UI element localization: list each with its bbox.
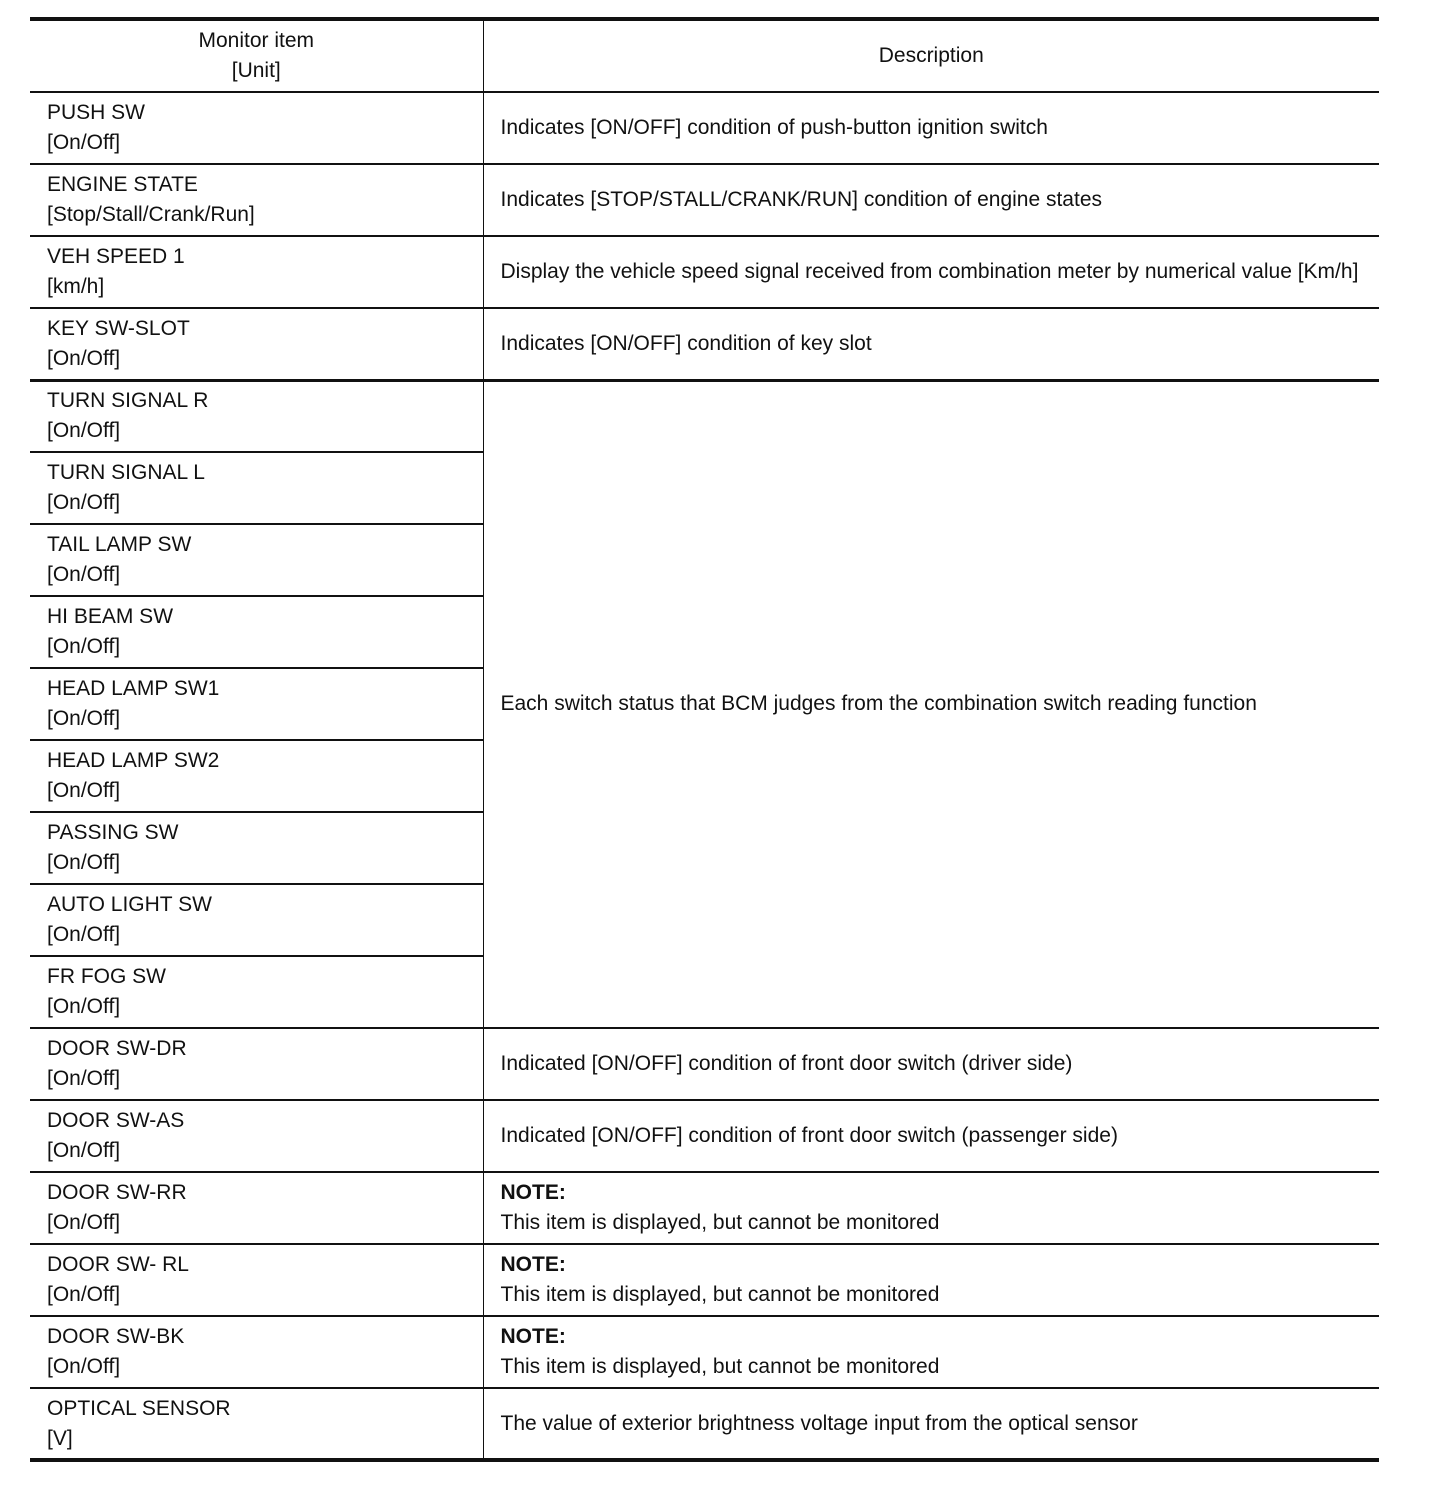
monitor-item-name: DOOR SW-AS xyxy=(47,1109,185,1132)
monitor-item-unit: [On/Off] xyxy=(47,563,121,586)
monitor-item-unit: [On/Off] xyxy=(47,923,121,946)
description-cell xyxy=(483,92,1379,164)
combination-switch-description-cell xyxy=(483,380,1379,1028)
monitor-item-unit: [On/Off] xyxy=(47,419,121,443)
note-text: This item is displayed, but cannot be monitored xyxy=(500,1283,940,1306)
monitor-item-cell xyxy=(30,1244,483,1316)
note-label: NOTE: xyxy=(500,1181,566,1204)
description-text: Indicates [ON/OFF] condition of push-button ignition switch xyxy=(500,116,1048,139)
table-row xyxy=(30,308,1379,380)
monitor-item-unit: [On/Off] xyxy=(47,131,121,154)
note-text: This item is displayed, but cannot be monitored xyxy=(500,1355,940,1378)
table-row xyxy=(30,380,1379,452)
column-header-monitor-item-label: Monitor item xyxy=(198,29,315,52)
description-text: Indicated [ON/OFF] condition of front door switch (passenger side) xyxy=(500,1124,1118,1147)
table-row xyxy=(30,1244,1379,1316)
monitor-item-cell xyxy=(30,956,483,1028)
monitor-item-unit: [On/Off] xyxy=(47,1139,121,1162)
monitor-item-cell xyxy=(30,884,483,956)
description-cell xyxy=(483,1244,1379,1316)
monitor-item-unit: [On/Off] xyxy=(47,1211,121,1234)
monitor-item-name: KEY SW-SLOT xyxy=(47,316,190,340)
table-row xyxy=(30,1388,1379,1460)
monitor-item-cell xyxy=(30,1028,483,1100)
monitor-item-unit: [On/Off] xyxy=(47,1283,121,1306)
description-text: Indicates [ON/OFF] condition of key slot xyxy=(500,331,872,355)
monitor-item-cell xyxy=(30,1172,483,1244)
monitor-item-unit: [On/Off] xyxy=(47,1067,121,1090)
description-cell xyxy=(483,164,1379,236)
description-text: Indicates [STOP/STALL/CRANK/RUN] condition of engine states xyxy=(500,188,1103,211)
monitor-item-name: OPTICAL SENSOR xyxy=(47,1396,231,1420)
monitor-item-cell xyxy=(30,164,483,236)
monitor-item-name: HEAD LAMP SW1 xyxy=(47,677,220,700)
table-header-row xyxy=(30,19,1379,92)
monitor-item-unit: [On/Off] xyxy=(47,779,121,802)
monitor-item-unit: [km/h] xyxy=(47,275,105,298)
monitor-item-name: PUSH SW xyxy=(47,101,146,124)
note-label: NOTE: xyxy=(500,1325,566,1348)
monitor-item-name: DOOR SW-DR xyxy=(47,1037,187,1060)
monitor-item-cell xyxy=(30,1100,483,1172)
table-row xyxy=(30,1172,1379,1244)
monitor-item-cell xyxy=(30,1316,483,1388)
monitor-item-unit: [On/Off] xyxy=(47,1355,121,1378)
monitor-item-table xyxy=(30,17,1379,1462)
column-header-unit-label: [Unit] xyxy=(231,59,281,82)
monitor-item-unit: [V] xyxy=(47,1426,73,1450)
monitor-item-cell xyxy=(30,596,483,668)
monitor-item-name: AUTO LIGHT SW xyxy=(47,893,212,916)
table-row xyxy=(30,1028,1379,1100)
column-header-monitor-item xyxy=(30,19,483,92)
description-cell xyxy=(483,1100,1379,1172)
monitor-item-unit: [On/Off] xyxy=(47,995,121,1018)
monitor-item-name: VEH SPEED 1 xyxy=(47,245,185,268)
table-row xyxy=(30,92,1379,164)
monitor-item-unit: [On/Off] xyxy=(47,707,121,730)
monitor-item-name: DOOR SW-RR xyxy=(47,1181,187,1204)
monitor-item-cell xyxy=(30,740,483,812)
monitor-item-name: PASSING SW xyxy=(47,821,179,844)
monitor-item-cell xyxy=(30,452,483,524)
monitor-item-name: FR FOG SW xyxy=(47,965,166,988)
description-cell xyxy=(483,1316,1379,1388)
monitor-item-cell xyxy=(30,1388,483,1460)
monitor-item-cell xyxy=(30,668,483,740)
monitor-item-name: DOOR SW-BK xyxy=(47,1325,185,1348)
monitor-item-cell xyxy=(30,812,483,884)
monitor-item-unit: [On/Off] xyxy=(47,491,121,514)
monitor-item-cell xyxy=(30,92,483,164)
monitor-item-name: TAIL LAMP SW xyxy=(47,533,192,556)
table-row xyxy=(30,164,1379,236)
monitor-item-cell xyxy=(30,236,483,308)
description-cell xyxy=(483,308,1379,380)
table-row xyxy=(30,236,1379,308)
description-text: Each switch status that BCM judges from the combination switch reading function xyxy=(500,692,1257,716)
description-cell xyxy=(483,1388,1379,1460)
note-label: NOTE: xyxy=(500,1253,566,1276)
description-text: Indicated [ON/OFF] condition of front door switch (driver side) xyxy=(500,1052,1073,1075)
monitor-item-unit: [On/Off] xyxy=(47,851,121,874)
monitor-item-name: TURN SIGNAL R xyxy=(47,389,209,413)
monitor-item-cell xyxy=(30,524,483,596)
monitor-item-cell xyxy=(30,380,483,452)
description-cell xyxy=(483,1172,1379,1244)
monitor-item-unit: [Stop/Stall/Crank/Run] xyxy=(47,203,255,226)
column-header-description: Description xyxy=(483,19,1379,92)
monitor-item-name: HEAD LAMP SW2 xyxy=(47,749,220,772)
monitor-item-name: ENGINE STATE xyxy=(47,173,198,196)
monitor-item-unit: [On/Off] xyxy=(47,346,121,370)
description-text: The value of exterior brightness voltage input from the optical sensor xyxy=(500,1411,1138,1435)
description-cell xyxy=(483,236,1379,308)
description-cell xyxy=(483,1028,1379,1100)
table-row xyxy=(30,1316,1379,1388)
monitor-item-name: TURN SIGNAL L xyxy=(47,461,205,484)
monitor-item-name: HI BEAM SW xyxy=(47,605,174,628)
note-text: This item is displayed, but cannot be monitored xyxy=(500,1211,940,1234)
description-text: Display the vehicle speed signal received from combination meter by numerical value [Km/h] xyxy=(500,260,1359,283)
table-row xyxy=(30,1100,1379,1172)
monitor-item-unit: [On/Off] xyxy=(47,635,121,658)
monitor-item-name: DOOR SW- RL xyxy=(47,1253,189,1276)
monitor-item-cell xyxy=(30,308,483,380)
